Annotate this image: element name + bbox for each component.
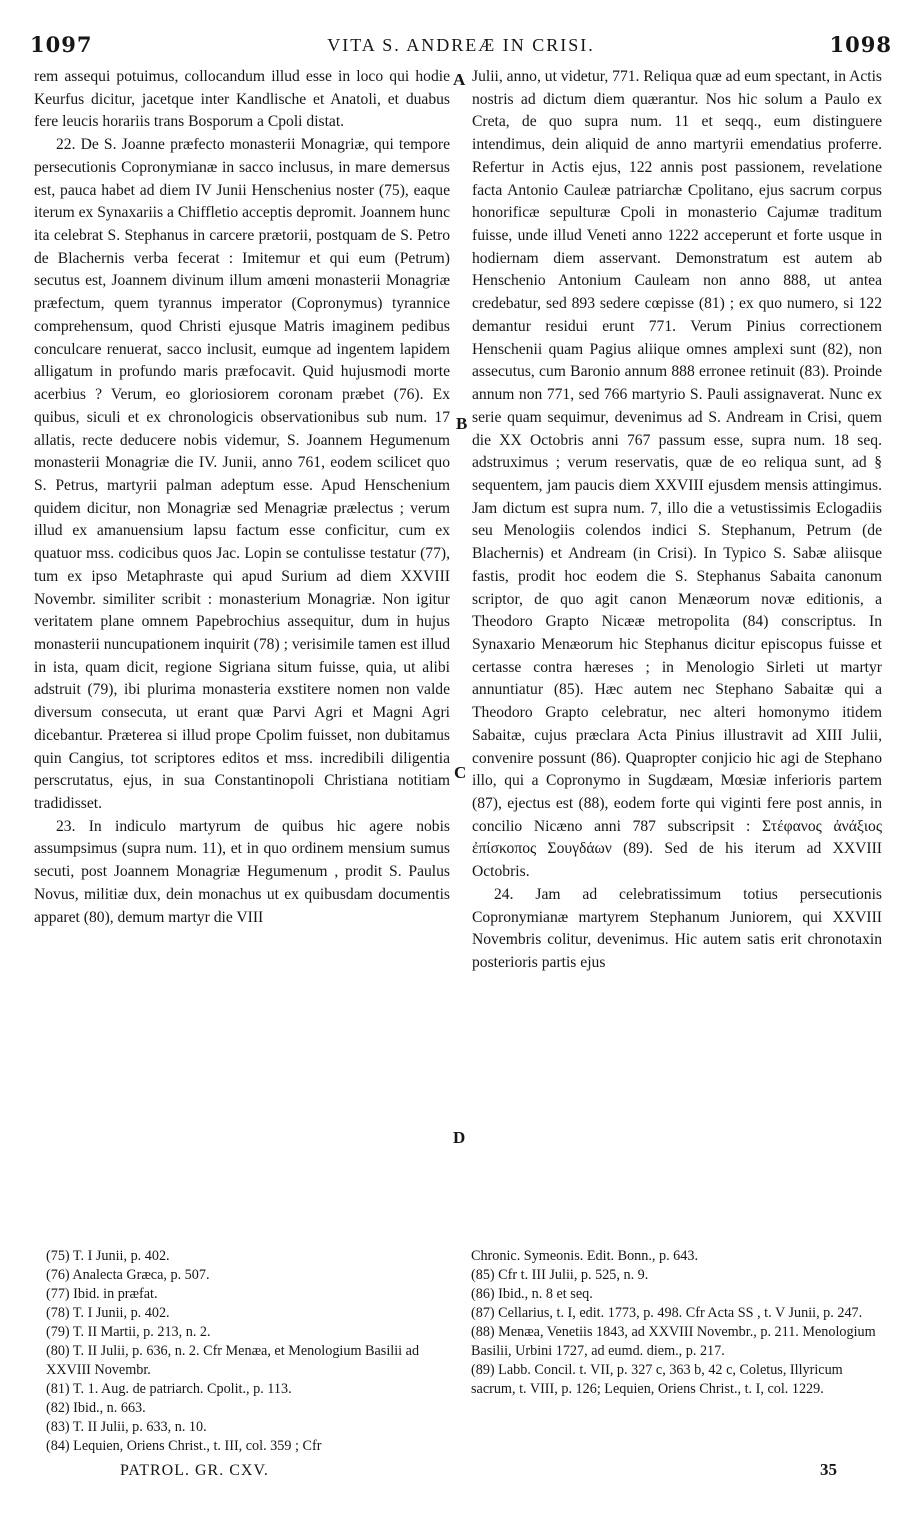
footnote-80: (80) T. II Julii, p. 636, n. 2. Cfr Menæa, et Menologium Basilii ad XXVIII Novembr.	[46, 1343, 420, 1378]
page-number-right: 1098	[829, 32, 892, 57]
footnote-86: (86) Ibid., n. 8 et seq.	[471, 1286, 593, 1302]
footnote-78: (78) T. I Junii, p. 402.	[46, 1305, 170, 1321]
footnotes-right	[471, 1247, 883, 1399]
footnote-85: (85) Cfr t. III Julii, p. 525, n. 9.	[471, 1267, 649, 1283]
footnote-84-continued: Chronic. Symeonis. Edit. Bonn., p. 643.	[471, 1248, 698, 1264]
footnote-87: (87) Cellarius, t. I, edit. 1773, p. 498. Cfr Acta SS , t. V Junii, p. 247.	[471, 1305, 863, 1321]
paragraph-24: 24. Jam ad celebratissimum totius persecutionis Copronymianæ martyrem Stephanum Juniorem, qui XXVIII Novembris colitur, devenimus. Hic autem satis erit chronotaxin posterioris partis ejus	[472, 885, 882, 972]
margin-marker-a: A	[453, 70, 466, 89]
margin-marker-b: B	[456, 414, 468, 433]
margin-marker-d: D	[453, 1128, 466, 1147]
signature-mark: 35	[820, 1460, 837, 1479]
running-header	[30, 32, 892, 64]
footnote-82: (82) Ibid., n. 663.	[46, 1400, 146, 1416]
footnote-89: (89) Labb. Concil. t. VII, p. 327 c, 363 b, 42 c, Coletus, Illyricum sacrum, t. VIII, p. 126; Lequien, Oriens Christ., t. I, col. 1229.	[471, 1362, 843, 1397]
footnotes-left	[46, 1247, 450, 1456]
paragraph-22: 22. De S. Joanne præfecto monasterii Monagriæ, qui tempore persecutionis Copronymianæ in sacco inclusus, in mare demersus est, pauca habet ad diem IV Junii Henschenius noster (75), eaque iterum ex Synaxariis a Chiffletio acceptis depromit. Joannem hunc ita celebrat S. Stephanus in carcere prætorii, postquam de S. Petro de Blachernis verba fecerat : Imitemur et qui eum (Petrum) secutus est, Joannem divinum illum amœni monasterii Monagriæ præfectum, quem tyrannus imperator (Copronymus) tyrannice comprehensum, quod Christi ejusque Matris imaginem pedibus conculcare renuerat, sacco inclusit, eumque ad ingentem lapidem alligatum in profundo maris præfocavit. Quid hujusmodi morte acerbius ? Verum, eo gloriosiorem coronam præbet (76). Ex quibus, siculi et ex chronologicis observationibus sub num. 17 allatis, recte deducere nobis videmur, S. Joannem Hegumenum monasterii Monagriæ die IV. Junii, anno 761, eodem scilicet quo S. Petrus, martyrii palman adeptum esse. Apud Henschenium quidem dicitur, non Monagriæ sed Menagriæ prælectus ; verum illud ex amanuensium lapsu factum esse conficitur, cum ex quatuor mss. codicibus quos Jac. Lopin se contulisse testatur (77), tum ex ipso Metaphraste qui apud Surium ad diem XXVIII Novembr. similiter scribit : monasterium Monagriæ. Non igitur veritatem plane omnem Papebrochius assequitur, dum in hujus monasterii nuncupationem inquirit (78) ; verisimile tamen est illud in ista, quam dicit, regione Sigriana situm fuisse, quia, ut alibi adstruit (79), ibi plurima monasteria exstitere nomen non valde diversum consecuta, ut erant quæ Parvi Agri et Magni Agri dicebantur. Præterea si illud prope Cpolim fuisset, non dubitamus quin Cangius, tot scriptores editos et mss. incredibili diligentia perscrutatus, ejus, in sua Constantinopoli Christiana notitiam tradidisset.	[34, 136, 450, 812]
footnote-76: (76) Analecta Græca, p. 507.	[46, 1267, 210, 1283]
series-footer: PATROL. GR. CXV.	[120, 1462, 269, 1479]
footnote-79: (79) T. II Martii, p. 213, n. 2.	[46, 1324, 211, 1340]
footnote-75: (75) T. I Junii, p. 402.	[46, 1248, 170, 1264]
footnote-88: (88) Menæa, Venetiis 1843, ad XXVIII Novembr., p. 211. Menologium Basilii, Urbini 1727, ad eumd. diem., p. 217.	[471, 1324, 876, 1359]
right-column	[472, 66, 882, 975]
footnote-81: (81) T. 1. Aug. de patriarch. Cpolit., p. 113.	[46, 1381, 292, 1397]
running-title: VITA S. ANDREÆ IN CRISI.	[327, 35, 595, 55]
paragraph-right-1: Julii, anno, ut videtur, 771. Reliqua quæ ad eum spectant, in Actis nostris ad dictum diem quærantur. Nos hic solum a Paulo ex Creta, de quo supra num. 11 et seqq., eum distinguere intendimus, dein aliquid de anno martyrii emendatius proferre. Refertur in Actis ejus, 122 annis post passionem, revelatione facta Antonio Cauleæ patriarchæ Cpolitano, ejus sacrum corpus honorificæ sepulturæ Cpoli in monasterio Cajumæ traditum fuisse, unde illud Veneti anno 1222 acceperunt et forte usque in hodiernam diem asservant. Demonstratum est autem ab Henschenio Antonium Cauleam non anno 888, ut antea credebatur, sed 893 sedere cœpisse (81) ; ex quo numero, si 122 demantur residui erunt 771. Verum Pinius correctionem Henschenii quam Pagius aliique omnes amplexi sunt (82), non assecutus, cum Baronio annum 888 erronee retinuit (83). Proinde annum non 771, sed 766 martyrio S. Pauli assignaverat. Nunc ex serie quam sequimur, devenimus ad S. Andream in Crisi, quem die XX Octobris anni 767 passum esse, supra num. 18 seq. adstruximus ; verum reservatis, quæ de eo reliqua sunt, ad § sequentem, jam paucis diem XXVIII ejusdem mensis attingimus. Jam dictum est supra num. 7, illo die a vetustissimis Eclogadiis seu Menologiis colendos indici S. Stephanum, Petrum (de Blachernis) et Andream (in Crisi). In Typico S. Sabæ aliisque fastis, prodit hoc eodem die S. Stephanus Sabaita canonum scriptor, de quo agit canon Menæorum novæ editionis, a Theodoro Grapto Nicææ metropolita (84) conscriptus. In Synaxario Menæorum hic Stephanus dicitur episcopus fuisse et certasse contra hæreses ; in Menologio Sirleti ut martyr annuntiatur (85). Hæc autem nec Stephano Sabaitæ qui a Theodoro Grapto celebratur, nec alteri homonymo itidem Sabaitæ, cujus præclara Acta Pinius illustravit ad XIII Julii, convenire possunt (86). Quapropter conjicio hic agi de Stephano illo, qui a Copronymo in Sugdæam, Mœsiæ inferioris partem (87), ejectus est (88), eodem forte qui viginti fere post annis, in concilio Nicæno anni 787 subscripsit : Στέφανος ἀνάξιος ἐπίσκοπος Σουγδάων (89). Sed de his iterum ad XXVIII Octobris.	[472, 68, 882, 881]
paragraph-left-1: rem assequi potuimus, collocandum illud esse in loco qui hodie Keurfus dicitur, jacetque inter Kandlische et Anatoli, et duabus fere leucis horariis trans Bosporum a Cpoli distat.	[34, 68, 450, 131]
footnote-77: (77) Ibid. in præfat.	[46, 1286, 158, 1302]
page-number-left: 1097	[30, 32, 93, 57]
paragraph-23: 23. In indiculo martyrum de quibus hic agere nobis assumpsimus (supra num. 11), et in quo ordinem mensium sumus secuti, post Joannem Monagriæ Hegumenum , prodit S. Paulus Novus, militiæ dux, dein monachus ut ex quibusdam documentis apparet (80), demum martyr die VIII	[34, 817, 450, 926]
left-column	[34, 66, 450, 929]
footnote-84: (84) Lequien, Oriens Christ., t. III, col. 359 ; Cfr	[46, 1438, 322, 1454]
footnote-83: (83) T. II Julii, p. 633, n. 10.	[46, 1419, 207, 1435]
margin-marker-c: C	[454, 763, 467, 782]
